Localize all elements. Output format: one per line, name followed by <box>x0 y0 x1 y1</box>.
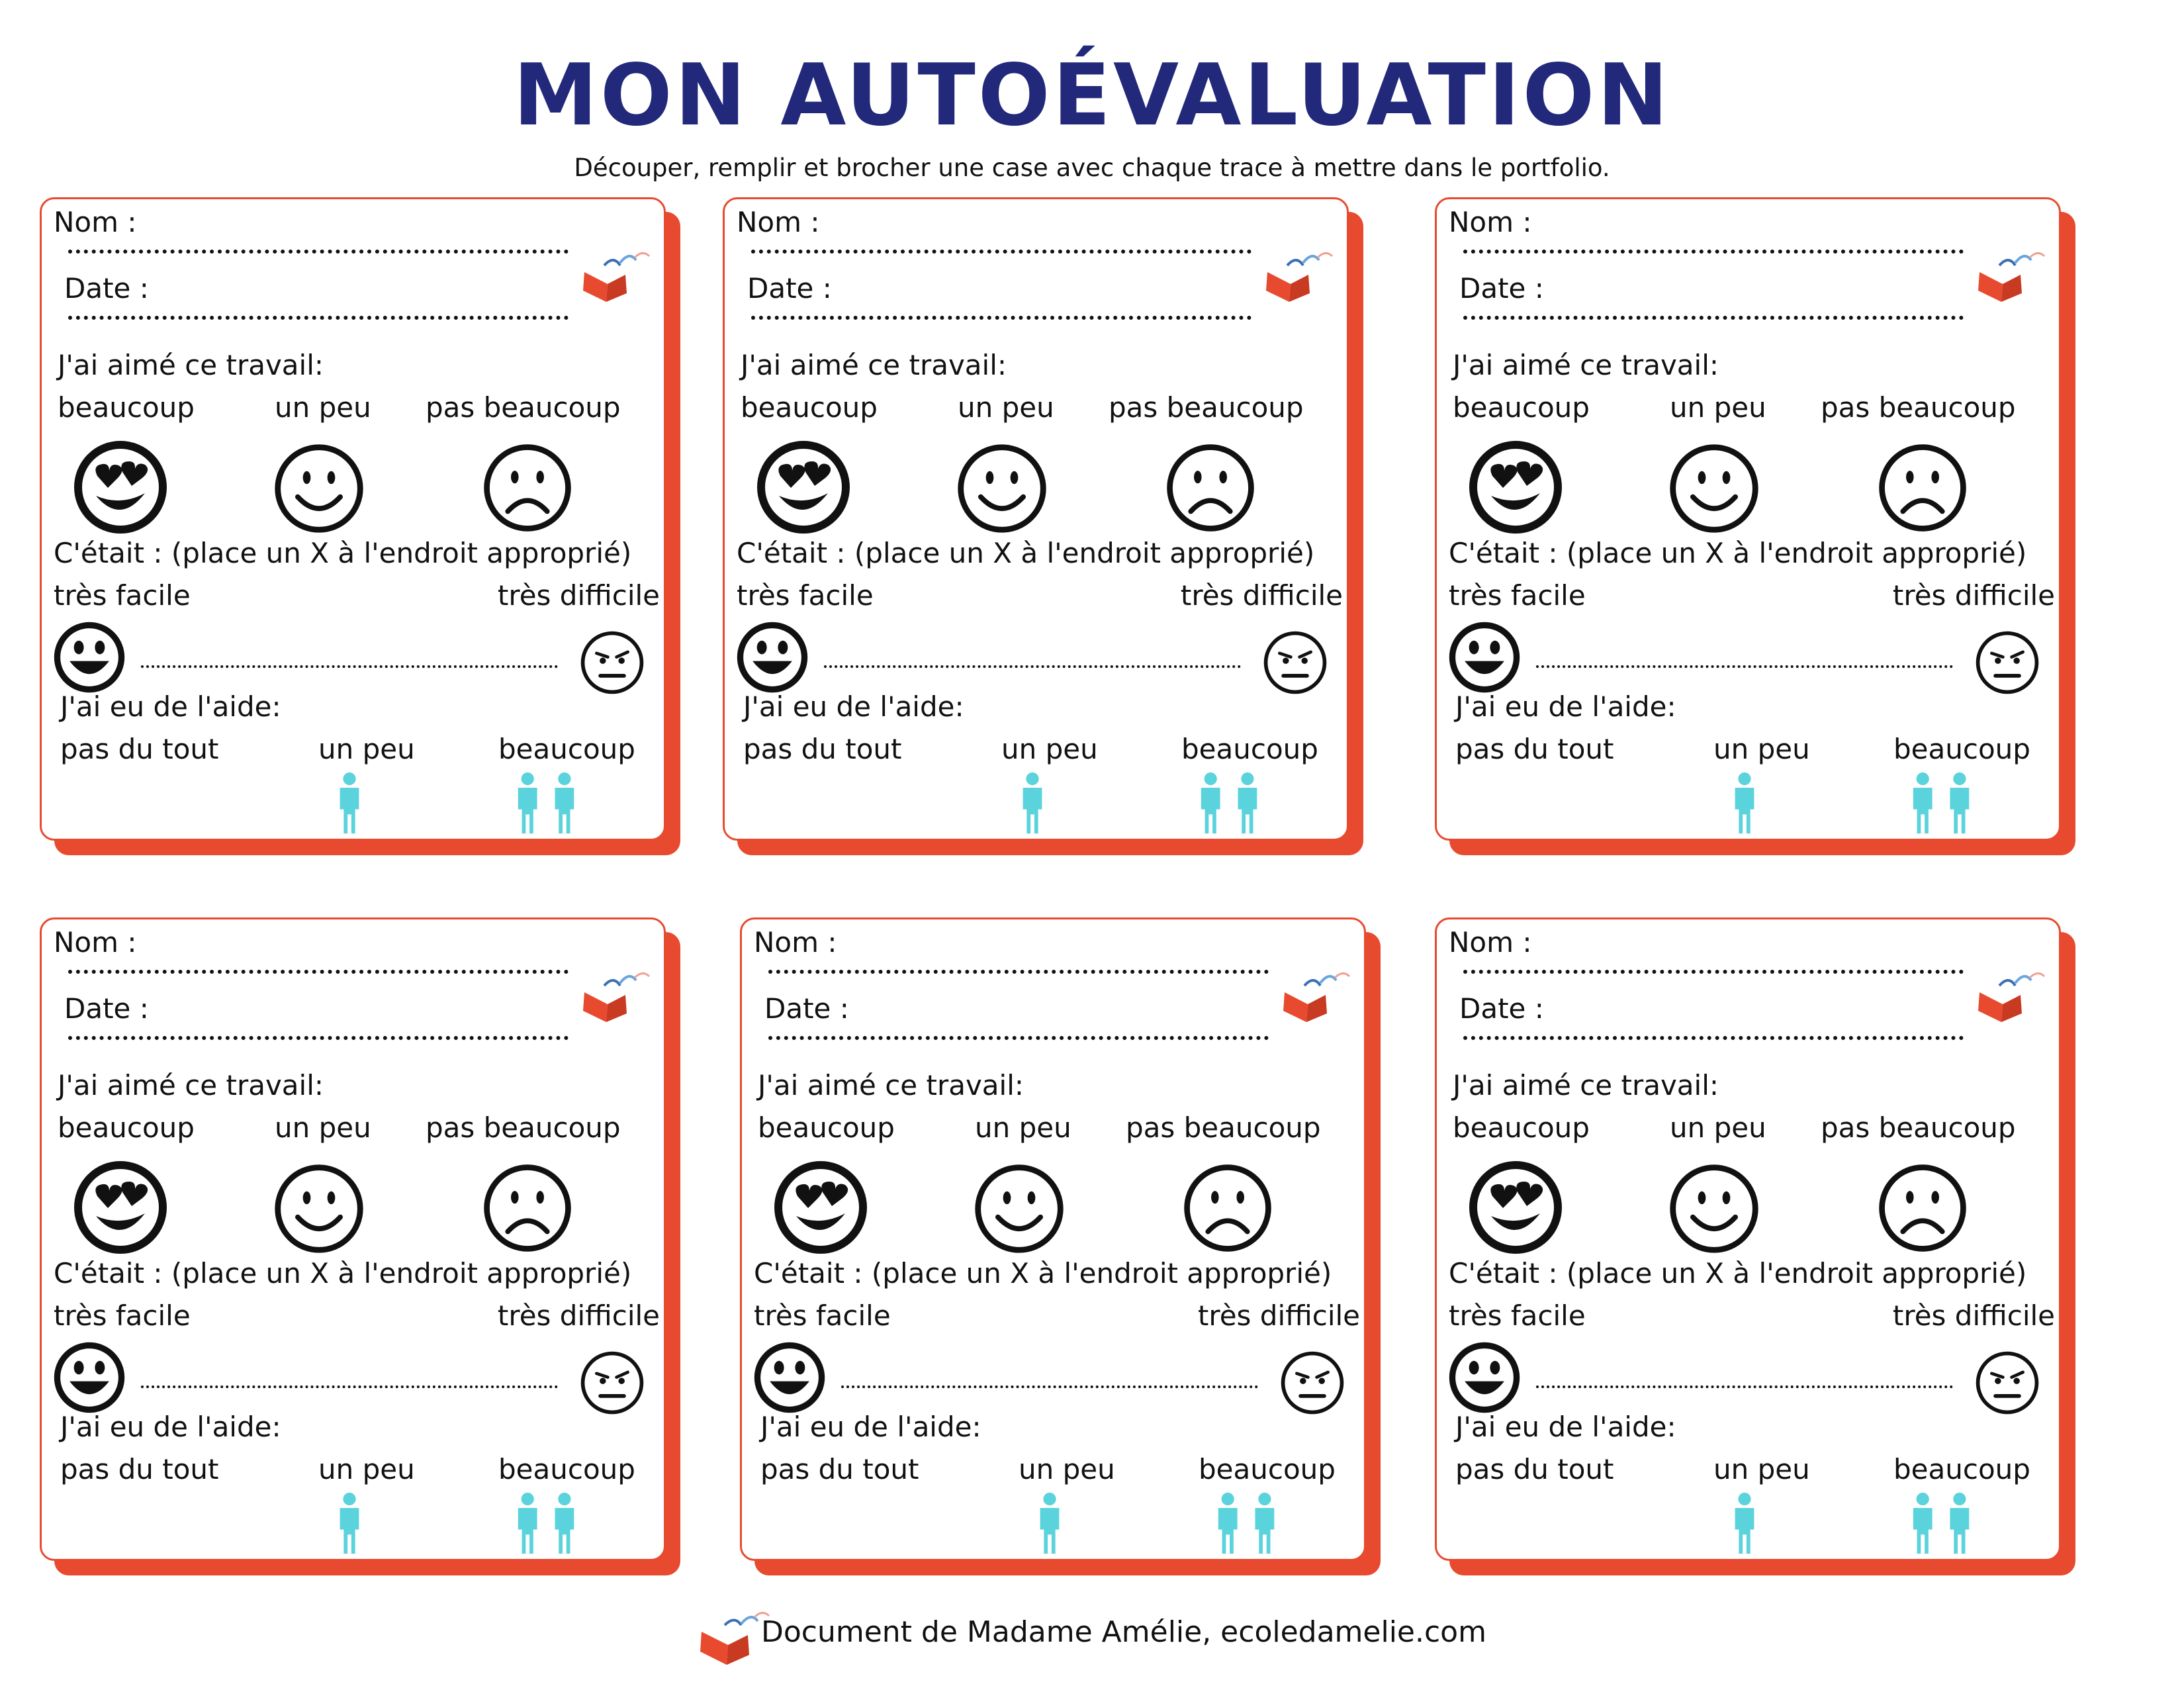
grinning-face-icon <box>735 620 809 694</box>
difficulty-question: C'était : (place un X à l'endroit approprié) <box>754 1257 1332 1289</box>
liked-option-beaucoup: beaucoup <box>741 391 878 424</box>
self-evaluation-card-6 <box>1435 917 2061 1561</box>
liked-option-un-peu: un peu <box>1670 391 1766 424</box>
name-label: Nom : <box>54 206 137 238</box>
date-line[interactable] <box>68 316 569 320</box>
help-option-pas-du-tout: pas du tout <box>60 733 219 765</box>
difficulty-scale-line[interactable] <box>824 665 1241 668</box>
self-evaluation-card-1 <box>40 197 666 841</box>
book-logo-icon <box>1271 959 1357 1032</box>
frowning-face-icon <box>1973 1348 2042 1417</box>
difficulty-question: C'était : (place un X à l'endroit approprié) <box>1449 537 2027 569</box>
liked-option-un-peu: un peu <box>275 1111 371 1144</box>
smiling-face-icon[interactable] <box>271 1160 367 1257</box>
self-evaluation-card-5 <box>740 917 1366 1561</box>
liked-question: J'ai aimé ce travail: <box>758 1069 1024 1102</box>
two-people-icon[interactable] <box>1210 1491 1283 1555</box>
difficulty-scale-line[interactable] <box>841 1385 1258 1388</box>
two-people-icon[interactable] <box>510 771 583 835</box>
help-option-beaucoup: beaucoup <box>1893 1453 2030 1485</box>
book-logo-icon <box>571 239 657 312</box>
difficulty-hard-label: très difficile <box>1180 579 1343 612</box>
difficulty-question: C'était : (place un X à l'endroit approprié) <box>54 537 632 569</box>
name-label: Nom : <box>754 926 837 959</box>
help-option-un-peu: un peu <box>1713 1453 1810 1485</box>
liked-option-un-peu: un peu <box>975 1111 1071 1144</box>
page-title: MON AUTOÉVALUATION <box>513 46 1671 145</box>
liked-option-pas-beaucoup: pas beaucoup <box>1821 1111 2016 1144</box>
grinning-face-icon <box>52 620 126 694</box>
smiling-face-icon[interactable] <box>1666 1160 1762 1257</box>
liked-option-beaucoup: beaucoup <box>1453 1111 1590 1144</box>
frowning-face-icon <box>1261 628 1330 697</box>
liked-option-beaucoup: beaucoup <box>758 1111 895 1144</box>
card-frame <box>740 917 1366 1561</box>
heart-eyes-face-icon[interactable] <box>1466 1158 1565 1257</box>
difficulty-easy-label: très facile <box>1449 579 1586 612</box>
date-label: Date : <box>64 992 149 1025</box>
difficulty-easy-label: très facile <box>1449 1299 1586 1332</box>
heart-eyes-face-icon[interactable] <box>754 438 853 537</box>
liked-option-pas-beaucoup: pas beaucoup <box>1126 1111 1321 1144</box>
difficulty-scale-line[interactable] <box>1536 665 1953 668</box>
date-line[interactable] <box>751 316 1251 320</box>
difficulty-scale-line[interactable] <box>141 665 558 668</box>
grinning-face-icon <box>1447 1340 1522 1415</box>
date-label: Date : <box>764 992 849 1025</box>
difficulty-question: C'était : (place un X à l'endroit approprié) <box>54 1257 632 1289</box>
difficulty-hard-label: très difficile <box>497 1299 660 1332</box>
smiling-face-icon[interactable] <box>271 440 367 537</box>
help-question: J'ai eu de l'aide: <box>1455 1411 1676 1443</box>
help-option-pas-du-tout: pas du tout <box>60 1453 219 1485</box>
difficulty-question: C'était : (place un X à l'endroit approprié) <box>737 537 1315 569</box>
footer-credit: Document de Madame Amélie, ecoledamelie.com <box>761 1615 1486 1649</box>
help-option-pas-du-tout: pas du tout <box>1455 1453 1614 1485</box>
card-frame <box>40 197 666 841</box>
liked-option-beaucoup: beaucoup <box>1453 391 1590 424</box>
liked-option-pas-beaucoup: pas beaucoup <box>426 391 621 424</box>
date-label: Date : <box>64 272 149 305</box>
instructions: Découper, remplir et brocher une case avec chaque trace à mettre dans le portfolio. <box>574 154 1610 182</box>
date-line[interactable] <box>68 1036 569 1040</box>
liked-option-pas-beaucoup: pas beaucoup <box>426 1111 621 1144</box>
difficulty-hard-label: très difficile <box>1892 579 2055 612</box>
book-logo-icon <box>1966 959 2052 1032</box>
difficulty-question: C'était : (place un X à l'endroit approprié) <box>1449 1257 2027 1289</box>
help-option-pas-du-tout: pas du tout <box>1455 733 1614 765</box>
difficulty-easy-label: très facile <box>737 579 874 612</box>
name-label: Nom : <box>737 206 820 238</box>
sad-face-icon[interactable] <box>1163 440 1258 536</box>
difficulty-hard-label: très difficile <box>1197 1299 1360 1332</box>
sad-face-icon[interactable] <box>1875 1160 1970 1256</box>
name-line[interactable] <box>68 250 569 254</box>
person-icon[interactable] <box>333 771 366 835</box>
name-line[interactable] <box>751 250 1251 254</box>
frowning-face-icon <box>578 1348 647 1417</box>
liked-option-pas-beaucoup: pas beaucoup <box>1109 391 1304 424</box>
date-line[interactable] <box>768 1036 1269 1040</box>
date-line[interactable] <box>1463 316 1964 320</box>
card-frame <box>1435 917 2061 1561</box>
difficulty-easy-label: très facile <box>54 1299 191 1332</box>
liked-option-pas-beaucoup: pas beaucoup <box>1821 391 2016 424</box>
help-question: J'ai eu de l'aide: <box>760 1411 981 1443</box>
two-people-icon[interactable] <box>510 1491 583 1555</box>
difficulty-hard-label: très difficile <box>1892 1299 2055 1332</box>
smiling-face-icon[interactable] <box>971 1160 1068 1257</box>
heart-eyes-face-icon[interactable] <box>771 1158 870 1257</box>
sad-face-icon[interactable] <box>480 1160 575 1256</box>
difficulty-easy-label: très facile <box>54 579 191 612</box>
frowning-face-icon <box>578 628 647 697</box>
smiling-face-icon[interactable] <box>954 440 1050 537</box>
help-option-beaucoup: beaucoup <box>1181 733 1318 765</box>
liked-option-un-peu: un peu <box>958 391 1054 424</box>
heart-eyes-face-icon[interactable] <box>71 1158 170 1257</box>
liked-option-beaucoup: beaucoup <box>58 391 195 424</box>
frowning-face-icon <box>1278 1348 1347 1417</box>
person-icon[interactable] <box>1033 1491 1066 1555</box>
difficulty-scale-line[interactable] <box>141 1385 558 1388</box>
sad-face-icon[interactable] <box>1180 1160 1275 1256</box>
date-label: Date : <box>1459 272 1544 305</box>
name-line[interactable] <box>1463 970 1964 974</box>
help-option-un-peu: un peu <box>318 1453 415 1485</box>
liked-question: J'ai aimé ce travail: <box>58 349 324 381</box>
book-logo-icon <box>1966 239 2052 312</box>
name-line[interactable] <box>1463 250 1964 254</box>
grinning-face-icon <box>52 1340 126 1415</box>
date-label: Date : <box>1459 992 1544 1025</box>
frowning-face-icon <box>1973 628 2042 697</box>
date-label: Date : <box>747 272 832 305</box>
help-option-beaucoup: beaucoup <box>498 733 635 765</box>
difficulty-easy-label: très facile <box>754 1299 891 1332</box>
sad-face-icon[interactable] <box>480 440 575 536</box>
date-line[interactable] <box>1463 1036 1964 1040</box>
name-label: Nom : <box>1449 206 1532 238</box>
card-frame <box>1435 197 2061 841</box>
card-frame <box>40 917 666 1561</box>
two-people-icon[interactable] <box>1905 1491 1978 1555</box>
two-people-icon[interactable] <box>1905 771 1978 835</box>
liked-question: J'ai aimé ce travail: <box>741 349 1007 381</box>
person-icon[interactable] <box>1728 1491 1761 1555</box>
name-line[interactable] <box>768 970 1269 974</box>
name-line[interactable] <box>68 970 569 974</box>
person-icon[interactable] <box>1016 771 1049 835</box>
book-logo-icon <box>571 959 657 1032</box>
card-frame <box>723 197 1349 841</box>
help-option-beaucoup: beaucoup <box>1893 733 2030 765</box>
help-option-un-peu: un peu <box>1001 733 1098 765</box>
help-option-pas-du-tout: pas du tout <box>760 1453 919 1485</box>
two-people-icon[interactable] <box>1193 771 1266 835</box>
sad-face-icon[interactable] <box>1875 440 1970 536</box>
help-option-beaucoup: beaucoup <box>498 1453 635 1485</box>
difficulty-scale-line[interactable] <box>1536 1385 1953 1388</box>
heart-eyes-face-icon[interactable] <box>71 438 170 537</box>
smiling-face-icon[interactable] <box>1666 440 1762 537</box>
help-option-pas-du-tout: pas du tout <box>743 733 902 765</box>
person-icon[interactable] <box>333 1491 366 1555</box>
person-icon[interactable] <box>1728 771 1761 835</box>
help-question: J'ai eu de l'aide: <box>60 690 281 723</box>
self-evaluation-card-4 <box>40 917 666 1561</box>
liked-option-beaucoup: beaucoup <box>58 1111 195 1144</box>
grinning-face-icon <box>752 1340 827 1415</box>
self-evaluation-card-3 <box>1435 197 2061 841</box>
liked-question: J'ai aimé ce travail: <box>58 1069 324 1102</box>
self-evaluation-card-2 <box>723 197 1349 841</box>
grinning-face-icon <box>1447 620 1522 694</box>
name-label: Nom : <box>54 926 137 959</box>
help-question: J'ai eu de l'aide: <box>1455 690 1676 723</box>
book-logo-icon <box>1254 239 1340 312</box>
help-question: J'ai eu de l'aide: <box>743 690 964 723</box>
help-option-un-peu: un peu <box>1019 1453 1115 1485</box>
help-option-un-peu: un peu <box>318 733 415 765</box>
help-question: J'ai eu de l'aide: <box>60 1411 281 1443</box>
help-option-beaucoup: beaucoup <box>1199 1453 1336 1485</box>
heart-eyes-face-icon[interactable] <box>1466 438 1565 537</box>
liked-option-un-peu: un peu <box>275 391 371 424</box>
liked-option-un-peu: un peu <box>1670 1111 1766 1144</box>
help-option-un-peu: un peu <box>1713 733 1810 765</box>
liked-question: J'ai aimé ce travail: <box>1453 349 1719 381</box>
liked-question: J'ai aimé ce travail: <box>1453 1069 1719 1102</box>
name-label: Nom : <box>1449 926 1532 959</box>
difficulty-hard-label: très difficile <box>497 579 660 612</box>
